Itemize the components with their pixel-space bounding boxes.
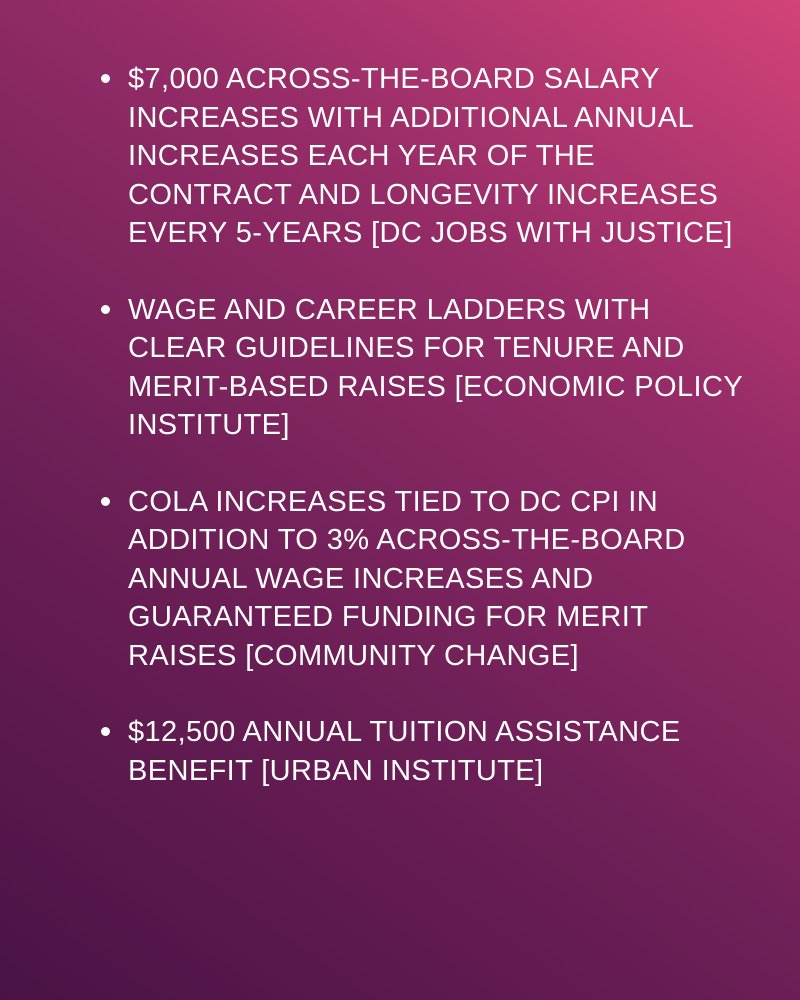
- bullet-dot-icon: [101, 305, 110, 314]
- bullet-text: $12,500 ANNUAL TUITION ASSISTANCE BENEFIT [URBAN INSTITUTE]: [128, 716, 681, 787]
- bullet-text: $7,000 ACROSS-THE-BOARD SALARY INCREASES WITH ADDITIONAL ANNUAL INCREASES EACH YEAR OF THE CONTRACT AND LONGEVITY INCREASES EVERY 5-YEARS [DC JOBS WITH JUSTICE]: [128, 63, 733, 249]
- bullet-text: WAGE AND CAREER LADDERS WITH CLEAR GUIDELINES FOR TENURE AND MERIT-BASED RAISES [ECONOMIC POLICY INSTITUTE]: [128, 293, 743, 441]
- bullet-dot-icon: [101, 727, 110, 736]
- bullet-list: [101, 60, 751, 828]
- bullet-item-tuition-assistance: [101, 713, 751, 790]
- bullet-dot-icon: [101, 74, 110, 83]
- bullet-item-career-ladders: [101, 291, 751, 445]
- bullet-item-cola-increases: [101, 483, 751, 676]
- bullet-item-salary-increases: [101, 60, 751, 253]
- bullet-dot-icon: [101, 497, 110, 506]
- bullet-text: COLA INCREASES TIED TO DC CPI IN ADDITION TO 3% ACROSS-THE-BOARD ANNUAL WAGE INCREASES AND GUARANTEED FUNDING FOR MERIT RAISES [COMMUNITY CHANGE]: [128, 485, 686, 672]
